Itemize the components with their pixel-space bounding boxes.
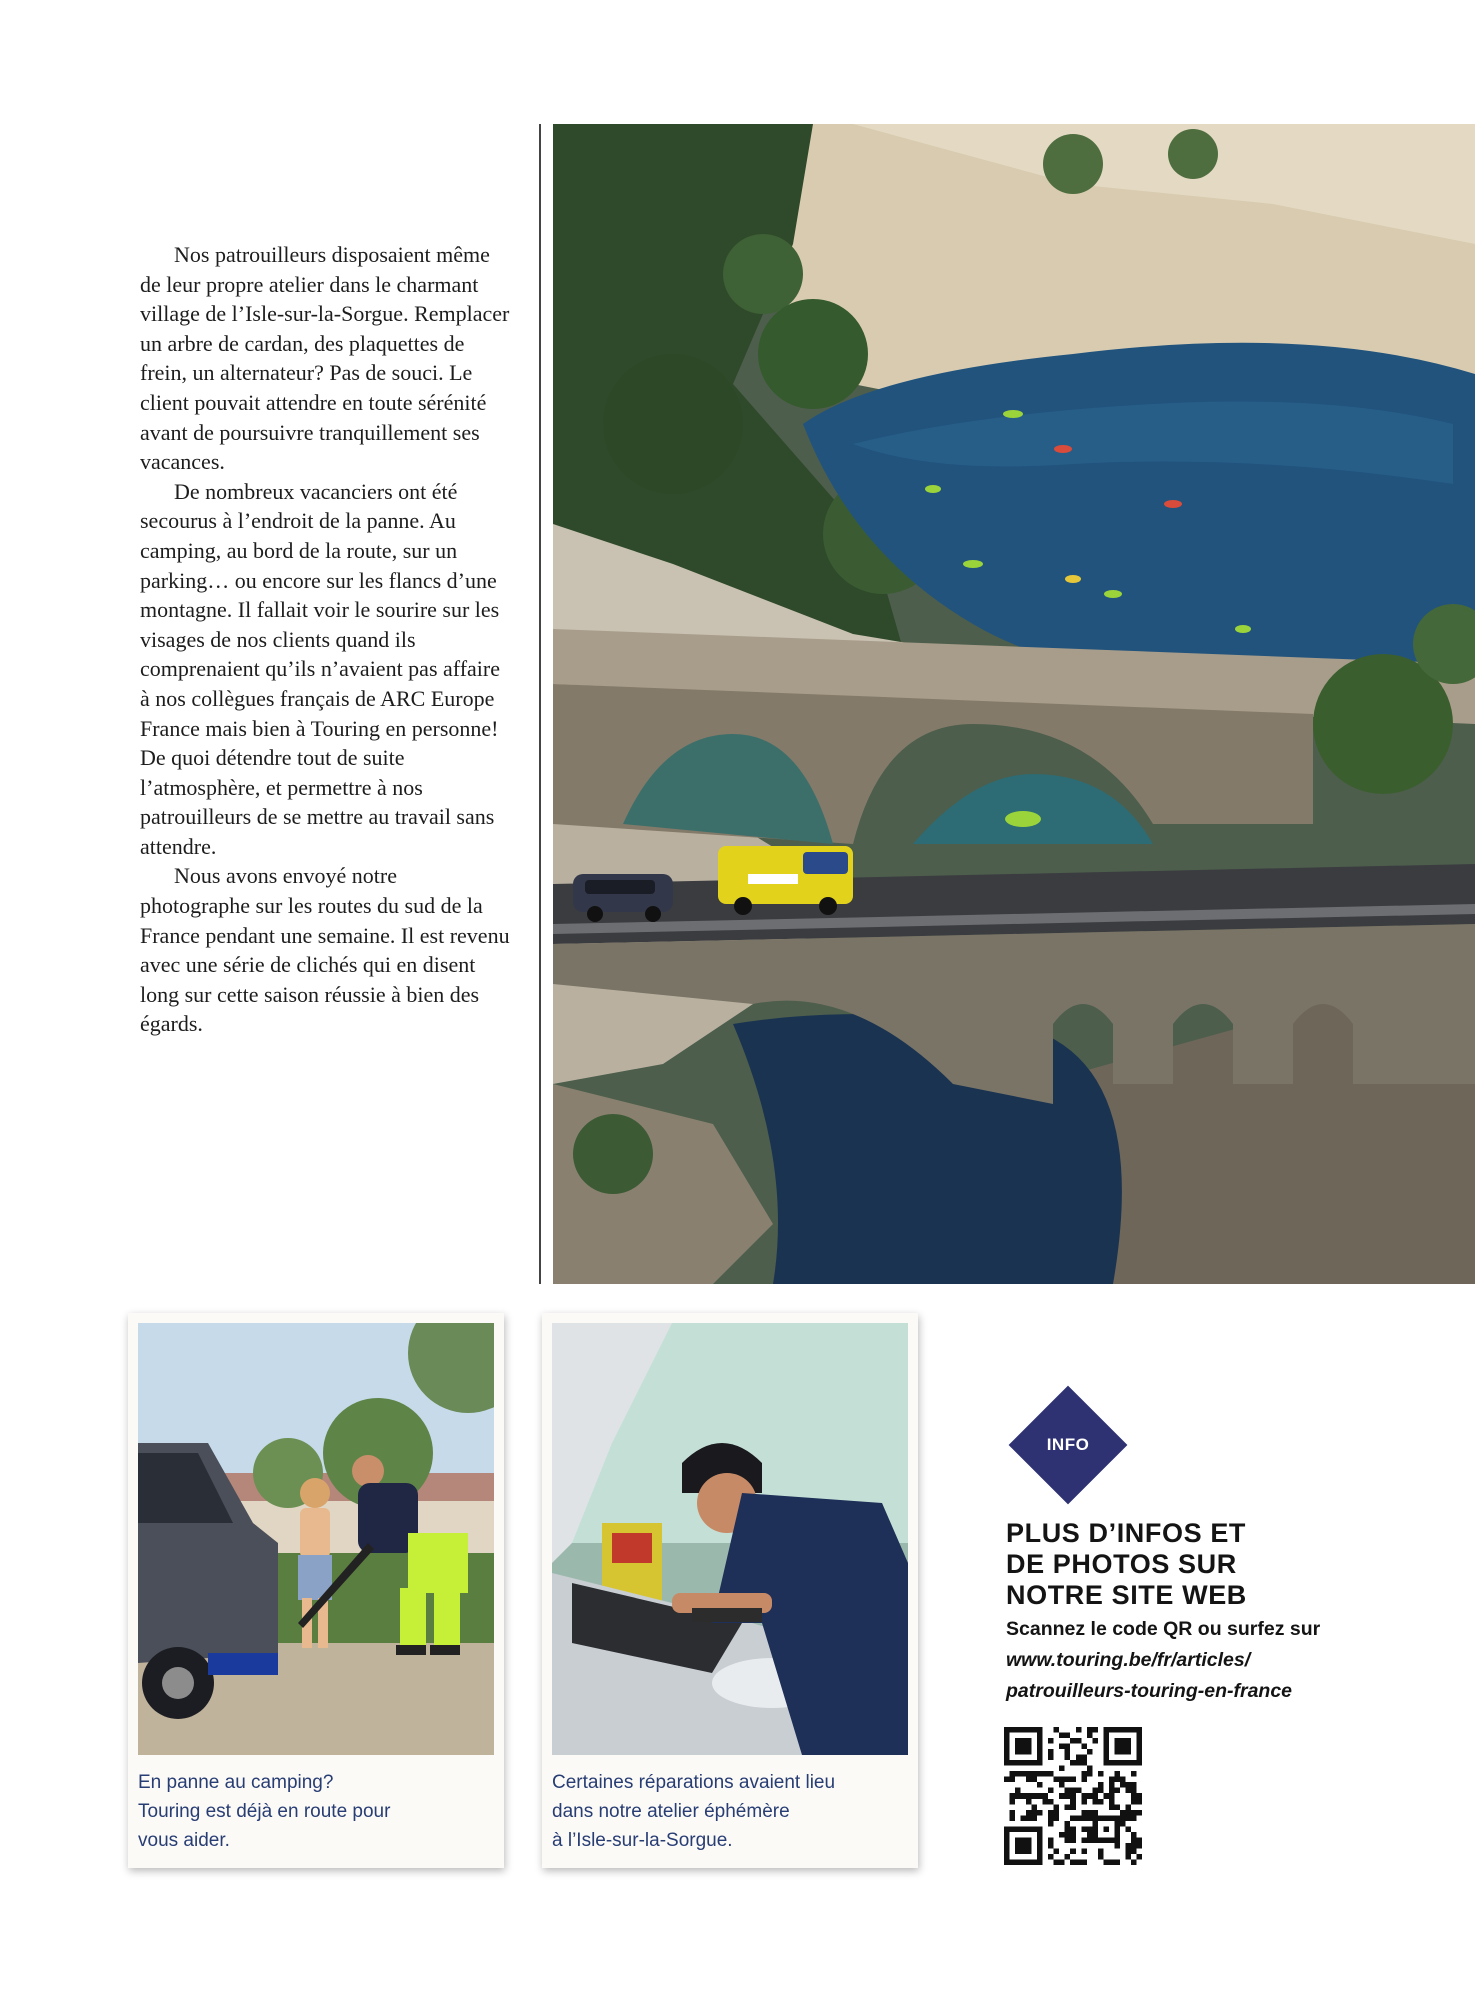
info-badge	[1008, 1385, 1128, 1505]
photo-card-workshop	[542, 1313, 918, 1868]
info-title-line: DE PHOTOS SUR	[1006, 1549, 1237, 1579]
qr-code-graphic	[1004, 1727, 1142, 1865]
info-title-line: PLUS D’INFOS ET	[1006, 1518, 1247, 1548]
aerial-gorge-illustration	[553, 124, 1475, 1284]
camping-caption	[138, 1768, 488, 1855]
camping-photo	[138, 1323, 494, 1755]
info-badge-label: INFO	[1046, 1435, 1090, 1454]
camping-illustration	[138, 1323, 494, 1755]
photo-card-camping	[128, 1313, 504, 1868]
caption-line: Touring est déjà en route pour	[138, 1801, 391, 1822]
caption-line: dans notre atelier éphémère	[552, 1801, 790, 1822]
scan-instruction: Scannez le code QR ou surfez sur	[1006, 1618, 1321, 1640]
workshop-photo	[552, 1323, 908, 1755]
hero-photo-aerial-bridge	[553, 124, 1475, 1284]
article-paragraph-1: Nos patrouilleurs disposaient même de leur propre atelier dans le charmant village de l’Isle-sur-la-Sorgue. Remplacer un arbre de cardan, des plaquettes de frein, un alternateur? Pas de souci. Le client pouvait attendre en toute sérénité avant de poursuivre tranquillement ses vacances.	[140, 242, 510, 475]
caption-line: En panne au camping?	[138, 1772, 334, 1793]
article-body	[140, 240, 510, 1039]
website-url-line[interactable]: patrouilleurs-touring-en-france	[1006, 1680, 1293, 1702]
workshop-illustration	[552, 1323, 908, 1755]
workshop-caption	[552, 1768, 902, 1855]
article-paragraph-2: De nombreux vacanciers ont été secourus à l’endroit de la panne. Au camping, au bord de la route, sur un parking… ou encore sur les flancs d’une montagne. Il fallait voir le sourire sur les visages de nos clients quand ils comprenaient qu’ils n’avaient pas affaire à nos collègues français de ARC Europe France mais bien à Touring en personne! De quoi détendre tout de suite l’atmosphère, et permettre à nos patrouilleurs de se mettre au travail sans attendre.	[140, 478, 500, 859]
article-paragraph-3: Nous avons envoyé notre photographe sur les routes du sud de la France pendant une semaine. Il est revenu avec une série de clichés qui en disent long sur cette saison réussie à bien des égards.	[140, 863, 510, 1037]
website-url-line[interactable]: www.touring.be/fr/articles/	[1006, 1649, 1251, 1671]
caption-line: vous aider.	[138, 1830, 230, 1851]
info-text	[1006, 1614, 1406, 1707]
info-title	[1006, 1518, 1366, 1611]
column-divider	[539, 124, 541, 1284]
info-title-line: NOTRE SITE WEB	[1006, 1580, 1247, 1610]
caption-line: à l’Isle-sur-la-Sorgue.	[552, 1830, 733, 1851]
caption-line: Certaines réparations avaient lieu	[552, 1772, 836, 1793]
qr-code[interactable]	[1004, 1727, 1142, 1865]
